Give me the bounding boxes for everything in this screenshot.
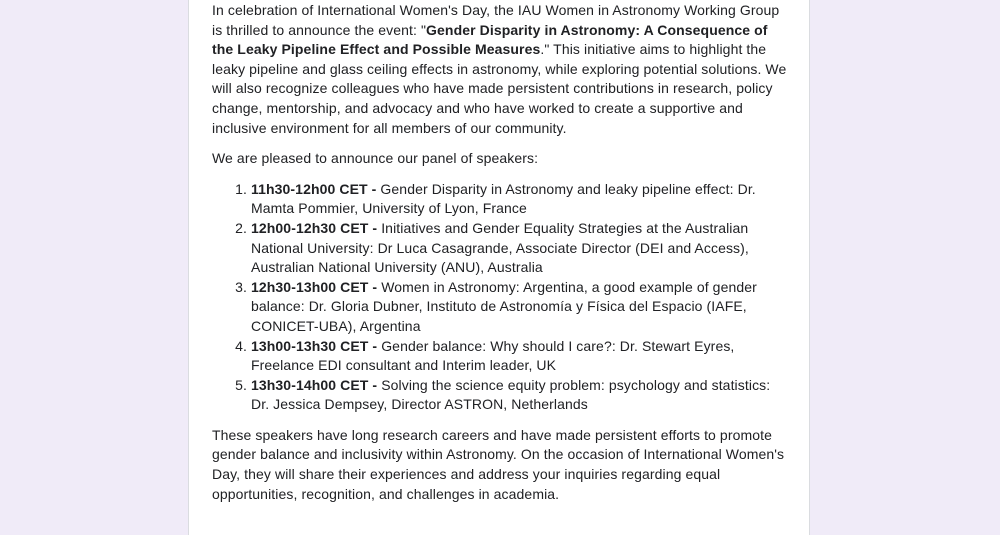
speaker-description: Solving the science equity problem: psychology and statistics: Dr. Jessica Dempsey, Director ASTRON, Netherlands (251, 376, 771, 413)
speaker-time: 12h30-13h00 CET - (251, 278, 378, 295)
speaker-list (212, 180, 792, 415)
intro-text-after: ." This initiative aims to highlight the leaky pipeline and glass ceiling effects in astronomy, while exploring potential solutions. We will also recognize colleagues who have made persistent contributions in research, policy change, mentorship, and advocacy and who have worked to create a supportive and inclusive environment for all members of our community. (212, 41, 787, 136)
speaker-item (251, 219, 792, 278)
speaker-item (251, 180, 792, 219)
speaker-description: Gender balance: Why should I care?: Dr. Stewart Eyres, Freelance EDI consultant and Interim leader, UK (251, 337, 735, 374)
speaker-description: Initiatives and Gender Equality Strategies at the Australian National University: Dr Luca Casagrande, Associate Director (DEI and Access), Australian National University (ANU), Australia (251, 219, 749, 276)
speaker-description: Women in Astronomy: Argentina, a good example of gender balance: Dr. Gloria Dubner, Instituto de Astronomía y Física del Espacio (IAFE, CONICET-UBA), Argentina (251, 278, 757, 334)
speaker-item (251, 337, 792, 376)
event-title: Gender Disparity in Astronomy: A Consequence of the Leaky Pipeline Effect and Possible Measures (212, 21, 768, 58)
intro-paragraph (212, 1, 792, 138)
speaker-description: Gender Disparity in Astronomy and leaky pipeline effect: Dr. Mamta Pommier, University of Lyon, France (251, 180, 756, 217)
speaker-time: 11h30-12h00 CET - (251, 180, 377, 197)
speaker-item (251, 376, 792, 415)
speaker-time: 13h00-13h30 CET - (251, 337, 378, 354)
intro-text-before: In celebration of International Women's Day, the IAU Women in Astronomy Working Group is thrilled to announce the event: " (212, 2, 780, 38)
form-description (212, 0, 792, 515)
speaker-item (251, 278, 792, 337)
closing-paragraph: These speakers have long research careers and have made persistent efforts to promote gender balance and inclusivity within Astronomy. On the occasion of International Women's Day, they will share their experiences and address your inquiries regarding equal opportunities, recognition, and challenges in academia. (212, 426, 785, 502)
panel-intro: We are pleased to announce our panel of speakers: (212, 150, 539, 167)
speaker-time: 12h00-12h30 CET - (251, 219, 378, 236)
speaker-time: 13h30-14h00 CET - (251, 376, 378, 393)
